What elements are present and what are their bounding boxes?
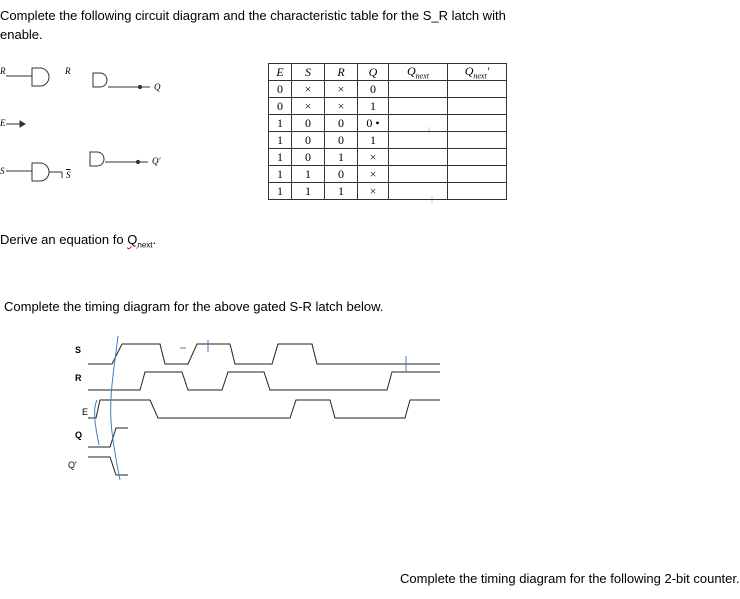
table-cell xyxy=(448,115,507,132)
e-input-line xyxy=(6,121,25,127)
table-cell: 1 xyxy=(269,132,292,149)
table-cell xyxy=(389,98,448,115)
table-cell xyxy=(448,149,507,166)
question-1-text: Complete the following circuit diagram and the characteristic table for the S_R latch with enable. xyxy=(0,8,506,42)
table-cell xyxy=(448,81,507,98)
table-cell: × xyxy=(358,166,389,183)
s-gate-label: $\overline{S}$ xyxy=(66,170,71,180)
q-waveform xyxy=(88,428,128,447)
question-2-text xyxy=(0,232,156,254)
table-cell xyxy=(448,98,507,115)
table-cell: 1 xyxy=(269,183,292,200)
table-cell: 0 xyxy=(358,81,389,98)
header-q-next-prime xyxy=(448,64,507,81)
table-row xyxy=(269,81,507,98)
s-waveform xyxy=(88,344,440,364)
table-cell: × xyxy=(292,81,325,98)
table-cell: × xyxy=(325,98,358,115)
q-output-label: Q xyxy=(154,82,161,92)
timing-label-q: Q xyxy=(75,430,83,440)
table-cell xyxy=(389,115,448,132)
header-q-next-prime-mark: ' xyxy=(486,64,490,78)
table-cell: 1 xyxy=(269,166,292,183)
table-cell xyxy=(448,132,507,149)
table-cell: × xyxy=(358,183,389,200)
question-3-text: Complete the timing diagram for the above gated S-R latch below. xyxy=(4,299,384,314)
timing-label-r: R xyxy=(75,373,82,383)
table-cell: 1 xyxy=(325,149,358,166)
header-s: S xyxy=(292,64,325,81)
header-q-next-prime-base: Q xyxy=(464,64,474,78)
s-nand-gate xyxy=(6,163,62,181)
timing-label-s: S xyxy=(75,345,82,355)
q-output-gate xyxy=(93,73,150,89)
table-row xyxy=(269,115,507,132)
table-cell: 1 xyxy=(292,166,325,183)
table-cell: × xyxy=(292,98,325,115)
question-4-text: Complete the timing diagram for the following 2-bit counter. xyxy=(400,571,740,586)
table-cell xyxy=(389,183,448,200)
table-row xyxy=(269,132,507,149)
table-cell: 0 xyxy=(325,115,358,132)
table-cell: 0 xyxy=(292,115,325,132)
r-nand-gate xyxy=(6,68,49,86)
table-row xyxy=(269,149,507,166)
table-cell: 1 xyxy=(358,132,389,149)
timing-label-q-prime: Q' xyxy=(68,460,77,470)
question-2-suffix: . xyxy=(152,232,157,247)
header-q-next xyxy=(389,64,448,81)
r-gate-label: R xyxy=(65,66,71,76)
q-prime-waveform xyxy=(88,457,128,475)
table-cell: 1 xyxy=(358,98,389,115)
table-cell xyxy=(389,149,448,166)
table-row xyxy=(269,166,507,183)
table-cell: 0 xyxy=(325,166,358,183)
timing-label-e: E xyxy=(82,407,89,417)
table-cell: 0 xyxy=(325,132,358,149)
s-input-label: S xyxy=(0,166,5,176)
question-2-prefix: Derive an equation fo xyxy=(0,232,128,247)
table-cell xyxy=(448,183,507,200)
header-e: E xyxy=(269,64,292,81)
table-cell: 0 xyxy=(269,98,292,115)
table-cell: × xyxy=(325,81,358,98)
header-q-next-base: Q xyxy=(407,64,416,78)
table-header-row xyxy=(269,64,507,81)
table-row xyxy=(269,98,507,115)
table-cell: × xyxy=(358,149,389,166)
q-prime-output-gate xyxy=(90,152,148,166)
table-cell: 1 xyxy=(325,183,358,200)
table-cell: 0 xyxy=(292,132,325,149)
question-2-q xyxy=(127,232,153,250)
question-2-q-base: Q xyxy=(127,232,138,247)
table-cell: 0 xyxy=(269,81,292,98)
timing-waveforms xyxy=(88,344,440,475)
q-prime-output-label: Q' xyxy=(152,156,161,166)
e-waveform xyxy=(88,400,440,418)
table-row xyxy=(269,183,507,200)
header-r: R xyxy=(325,64,358,81)
r-waveform xyxy=(88,372,440,390)
header-q-next-prime-sub: next xyxy=(473,71,487,81)
table-cell xyxy=(448,166,507,183)
blue-annotations xyxy=(95,336,406,480)
table-cell xyxy=(389,166,448,183)
table-cell: 0 • xyxy=(358,115,389,132)
header-q-next-sub: next xyxy=(415,71,429,81)
table-cell xyxy=(389,81,448,98)
table-cell: 0 xyxy=(292,149,325,166)
table-cell: 1 xyxy=(269,115,292,132)
question-2-q-sub: next xyxy=(137,240,153,250)
r-input-label: R xyxy=(0,66,6,76)
characteristic-table xyxy=(268,63,507,200)
table-cell xyxy=(389,132,448,149)
table-cell: 1 xyxy=(269,149,292,166)
e-input-label: E xyxy=(0,118,6,128)
table-cell: 1 xyxy=(292,183,325,200)
header-q: Q xyxy=(358,64,389,81)
